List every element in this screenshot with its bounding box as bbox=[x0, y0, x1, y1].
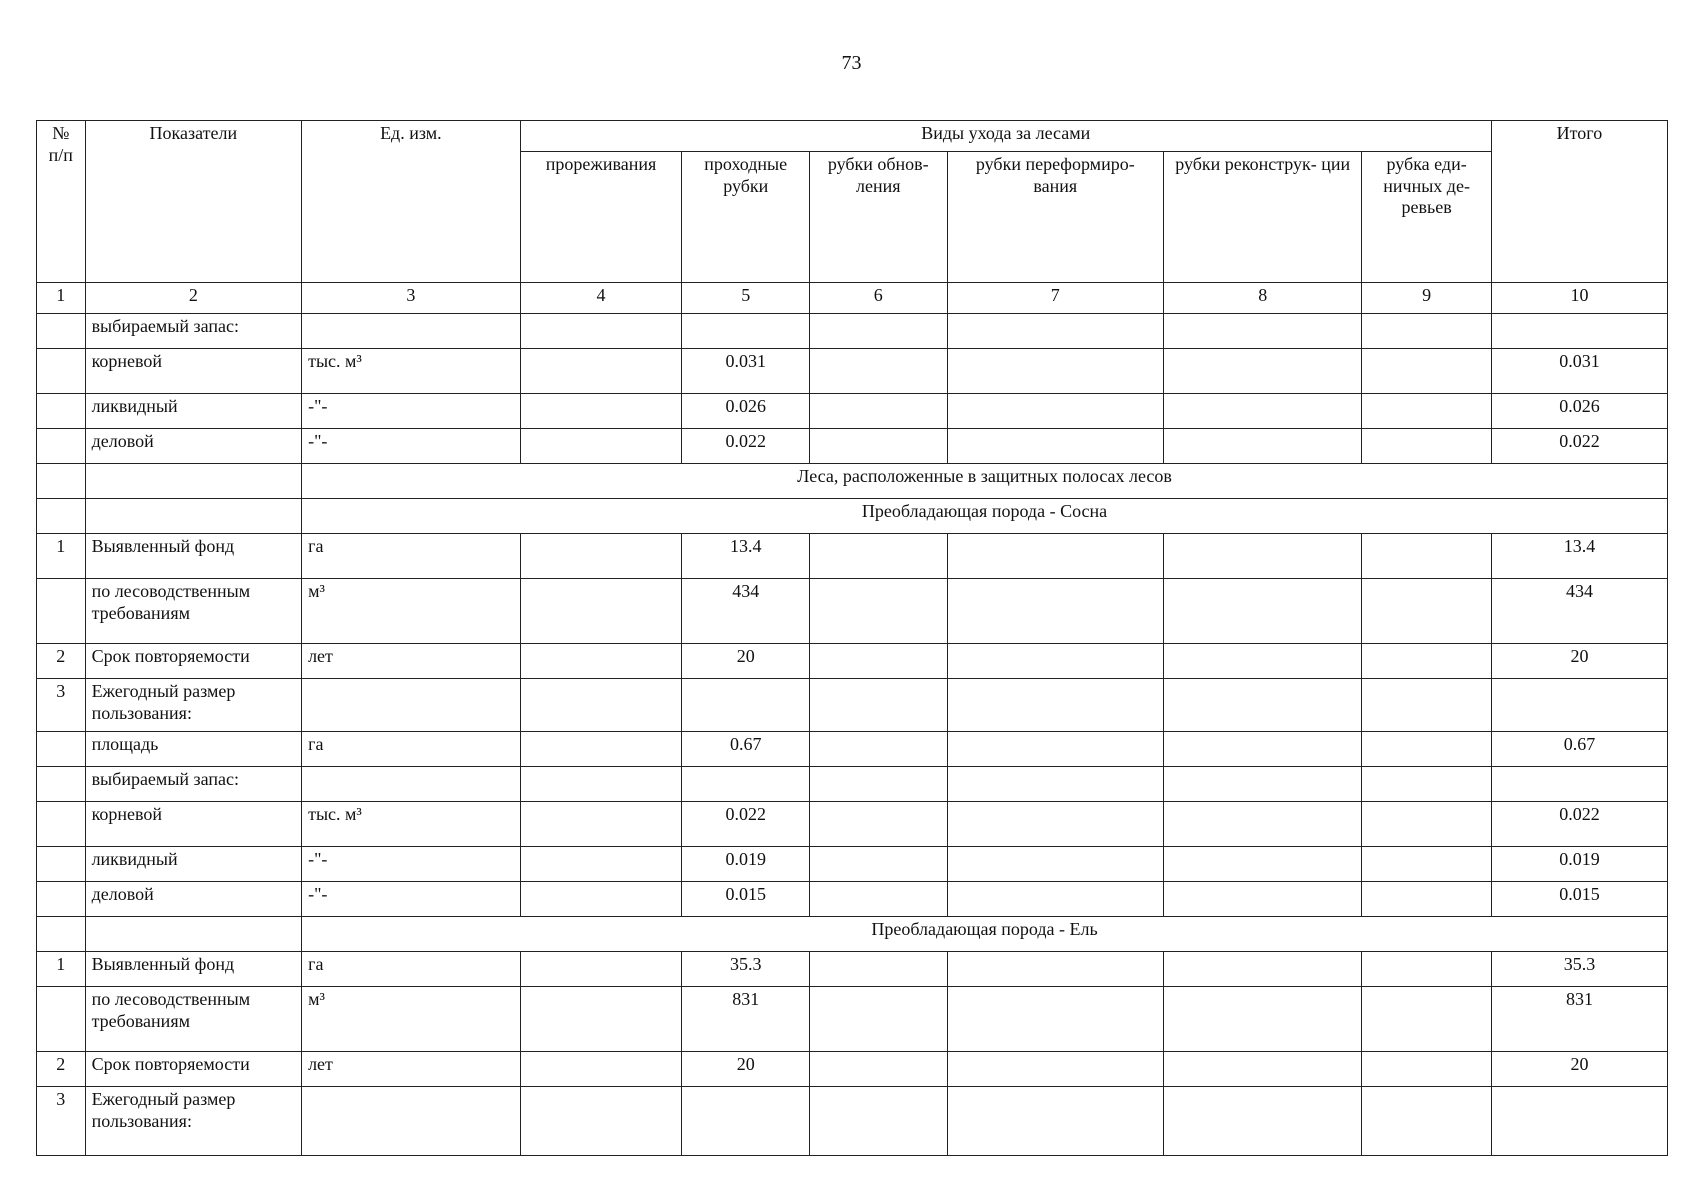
header-total: Итого bbox=[1491, 121, 1667, 283]
row-value-reformation bbox=[947, 349, 1164, 394]
row-total bbox=[1491, 767, 1667, 802]
row-value-reformation bbox=[947, 1087, 1164, 1156]
row-value-reformation bbox=[947, 952, 1164, 987]
row-indicator: корневой bbox=[85, 349, 302, 394]
column-number: 6 bbox=[809, 283, 947, 314]
table-row bbox=[37, 732, 1668, 767]
row-value-thinning bbox=[520, 987, 682, 1052]
header-num: № п/п bbox=[37, 121, 86, 283]
row-value-thinning bbox=[520, 394, 682, 429]
row-value-thinning bbox=[520, 1087, 682, 1156]
row-value-reformation bbox=[947, 732, 1164, 767]
column-number: 2 bbox=[85, 283, 302, 314]
table-row bbox=[37, 644, 1668, 679]
column-number: 9 bbox=[1362, 283, 1492, 314]
row-value-reformation bbox=[947, 579, 1164, 644]
header-subcol: прореживания bbox=[520, 152, 682, 283]
row-value-passage-cutting: 0.031 bbox=[682, 349, 809, 394]
section-num-cell bbox=[37, 499, 86, 534]
row-unit: -"- bbox=[302, 882, 521, 917]
row-indicator: Ежегодный размер пользования: bbox=[85, 1087, 302, 1156]
table-row bbox=[37, 987, 1668, 1052]
row-num bbox=[37, 429, 86, 464]
header-unit: Ед. изм. bbox=[302, 121, 521, 283]
row-value-passage-cutting: 35.3 bbox=[682, 952, 809, 987]
row-value-thinning bbox=[520, 802, 682, 847]
row-value-passage-cutting: 0.026 bbox=[682, 394, 809, 429]
row-value-reformation bbox=[947, 882, 1164, 917]
row-value-renewal bbox=[809, 882, 947, 917]
row-value-renewal bbox=[809, 349, 947, 394]
row-value-passage-cutting bbox=[682, 767, 809, 802]
row-value-single-trees bbox=[1362, 314, 1492, 349]
row-unit: га bbox=[302, 732, 521, 767]
row-value-reformation bbox=[947, 1052, 1164, 1087]
row-unit: тыс. м³ bbox=[302, 802, 521, 847]
row-indicator: Ежегодный размер пользования: bbox=[85, 679, 302, 732]
row-value-reconstruction bbox=[1164, 732, 1362, 767]
row-value-single-trees bbox=[1362, 767, 1492, 802]
row-value-single-trees bbox=[1362, 349, 1492, 394]
row-total bbox=[1491, 679, 1667, 732]
row-indicator: Срок повторяемости bbox=[85, 644, 302, 679]
header-subcol: рубки реконструк- ции bbox=[1164, 152, 1362, 283]
header-indicator: Показатели bbox=[85, 121, 302, 283]
row-total: 13.4 bbox=[1491, 534, 1667, 579]
table-row bbox=[37, 847, 1668, 882]
table-row bbox=[37, 767, 1668, 802]
row-value-thinning bbox=[520, 952, 682, 987]
row-value-thinning bbox=[520, 579, 682, 644]
row-value-reconstruction bbox=[1164, 349, 1362, 394]
row-value-reformation bbox=[947, 767, 1164, 802]
row-num bbox=[37, 314, 86, 349]
row-num: 2 bbox=[37, 644, 86, 679]
row-value-thinning bbox=[520, 644, 682, 679]
row-num bbox=[37, 802, 86, 847]
row-value-reconstruction bbox=[1164, 579, 1362, 644]
column-number: 7 bbox=[947, 283, 1164, 314]
row-value-single-trees bbox=[1362, 802, 1492, 847]
header-subcol: рубки переформиро- вания bbox=[947, 152, 1164, 283]
row-value-single-trees bbox=[1362, 644, 1492, 679]
row-num bbox=[37, 579, 86, 644]
table-row bbox=[37, 882, 1668, 917]
table-row bbox=[37, 429, 1668, 464]
row-num: 2 bbox=[37, 1052, 86, 1087]
section-num-cell bbox=[37, 464, 86, 499]
row-value-renewal bbox=[809, 534, 947, 579]
row-value-single-trees bbox=[1362, 952, 1492, 987]
row-unit: -"- bbox=[302, 429, 521, 464]
row-value-reconstruction bbox=[1164, 644, 1362, 679]
row-value-thinning bbox=[520, 847, 682, 882]
row-unit: м³ bbox=[302, 987, 521, 1052]
section-name-cell bbox=[85, 917, 302, 952]
row-value-passage-cutting: 0.67 bbox=[682, 732, 809, 767]
row-value-single-trees bbox=[1362, 1087, 1492, 1156]
column-number: 5 bbox=[682, 283, 809, 314]
row-total: 831 bbox=[1491, 987, 1667, 1052]
row-value-single-trees bbox=[1362, 679, 1492, 732]
table-row bbox=[37, 952, 1668, 987]
row-unit bbox=[302, 314, 521, 349]
section-row bbox=[37, 464, 1668, 499]
row-value-reconstruction bbox=[1164, 1087, 1362, 1156]
table-row bbox=[37, 579, 1668, 644]
row-value-passage-cutting bbox=[682, 679, 809, 732]
row-total: 0.015 bbox=[1491, 882, 1667, 917]
row-value-reconstruction bbox=[1164, 767, 1362, 802]
row-indicator: деловой bbox=[85, 429, 302, 464]
row-value-single-trees bbox=[1362, 732, 1492, 767]
row-unit: тыс. м³ bbox=[302, 349, 521, 394]
row-total: 0.022 bbox=[1491, 429, 1667, 464]
row-value-renewal bbox=[809, 394, 947, 429]
row-value-single-trees bbox=[1362, 579, 1492, 644]
section-name-cell bbox=[85, 464, 302, 499]
row-total bbox=[1491, 1087, 1667, 1156]
section-row bbox=[37, 499, 1668, 534]
row-num: 1 bbox=[37, 952, 86, 987]
row-total: 0.031 bbox=[1491, 349, 1667, 394]
section-title: Преобладающая порода - Сосна bbox=[302, 499, 1668, 534]
row-value-single-trees bbox=[1362, 1052, 1492, 1087]
row-value-single-trees bbox=[1362, 882, 1492, 917]
row-value-passage-cutting: 20 bbox=[682, 1052, 809, 1087]
column-number: 4 bbox=[520, 283, 682, 314]
row-value-reformation bbox=[947, 987, 1164, 1052]
row-indicator: Срок повторяемости bbox=[85, 1052, 302, 1087]
row-value-passage-cutting: 20 bbox=[682, 644, 809, 679]
row-value-passage-cutting: 0.022 bbox=[682, 429, 809, 464]
row-value-passage-cutting bbox=[682, 1087, 809, 1156]
header-subcol: рубка еди- ничных де- ревьев bbox=[1362, 152, 1492, 283]
row-indicator: по лесоводственным требованиям bbox=[85, 579, 302, 644]
section-title: Леса, расположенные в защитных полосах лесов bbox=[302, 464, 1668, 499]
row-num: 3 bbox=[37, 1087, 86, 1156]
row-value-reconstruction bbox=[1164, 679, 1362, 732]
section-num-cell bbox=[37, 917, 86, 952]
table-row bbox=[37, 679, 1668, 732]
row-value-single-trees bbox=[1362, 987, 1492, 1052]
row-value-renewal bbox=[809, 579, 947, 644]
row-value-thinning bbox=[520, 349, 682, 394]
row-indicator: деловой bbox=[85, 882, 302, 917]
row-value-single-trees bbox=[1362, 429, 1492, 464]
row-total: 20 bbox=[1491, 1052, 1667, 1087]
row-value-reformation bbox=[947, 679, 1164, 732]
row-unit: -"- bbox=[302, 847, 521, 882]
row-total: 0.026 bbox=[1491, 394, 1667, 429]
row-value-passage-cutting: 0.019 bbox=[682, 847, 809, 882]
table-row bbox=[37, 1052, 1668, 1087]
row-value-renewal bbox=[809, 732, 947, 767]
row-unit: лет bbox=[302, 644, 521, 679]
row-value-passage-cutting: 0.022 bbox=[682, 802, 809, 847]
row-value-reformation bbox=[947, 394, 1164, 429]
row-value-passage-cutting bbox=[682, 314, 809, 349]
row-indicator: по лесоводственным требованиям bbox=[85, 987, 302, 1052]
row-value-reconstruction bbox=[1164, 1052, 1362, 1087]
row-value-reconstruction bbox=[1164, 882, 1362, 917]
row-unit: га bbox=[302, 534, 521, 579]
header-subcol: проходные рубки bbox=[682, 152, 809, 283]
row-num: 3 bbox=[37, 679, 86, 732]
row-num bbox=[37, 847, 86, 882]
row-value-thinning bbox=[520, 1052, 682, 1087]
row-value-passage-cutting: 831 bbox=[682, 987, 809, 1052]
row-total bbox=[1491, 314, 1667, 349]
row-value-renewal bbox=[809, 644, 947, 679]
row-value-thinning bbox=[520, 882, 682, 917]
table-row bbox=[37, 314, 1668, 349]
row-total: 0.022 bbox=[1491, 802, 1667, 847]
row-value-reconstruction bbox=[1164, 429, 1362, 464]
row-value-renewal bbox=[809, 1052, 947, 1087]
column-number: 3 bbox=[302, 283, 521, 314]
row-value-passage-cutting: 0.015 bbox=[682, 882, 809, 917]
row-unit: м³ bbox=[302, 579, 521, 644]
row-value-renewal bbox=[809, 314, 947, 349]
row-indicator: ликвидный bbox=[85, 394, 302, 429]
header-row bbox=[37, 121, 1668, 152]
row-unit: га bbox=[302, 952, 521, 987]
row-value-reconstruction bbox=[1164, 394, 1362, 429]
header-group-title: Виды ухода за лесами bbox=[520, 121, 1491, 152]
row-value-reformation bbox=[947, 534, 1164, 579]
row-indicator: Выявленный фонд bbox=[85, 534, 302, 579]
row-value-passage-cutting: 13.4 bbox=[682, 534, 809, 579]
row-unit: лет bbox=[302, 1052, 521, 1087]
row-value-passage-cutting: 434 bbox=[682, 579, 809, 644]
column-numbers-row bbox=[37, 283, 1668, 314]
column-number: 8 bbox=[1164, 283, 1362, 314]
row-value-single-trees bbox=[1362, 534, 1492, 579]
section-name-cell bbox=[85, 499, 302, 534]
row-unit bbox=[302, 1087, 521, 1156]
row-total: 20 bbox=[1491, 644, 1667, 679]
row-value-reconstruction bbox=[1164, 987, 1362, 1052]
table-row bbox=[37, 1087, 1668, 1156]
row-unit bbox=[302, 767, 521, 802]
column-number: 1 bbox=[37, 283, 86, 314]
row-value-reformation bbox=[947, 314, 1164, 349]
column-number: 10 bbox=[1491, 283, 1667, 314]
table-row bbox=[37, 802, 1668, 847]
page-number: 73 bbox=[841, 52, 862, 74]
row-value-reconstruction bbox=[1164, 952, 1362, 987]
row-value-single-trees bbox=[1362, 394, 1492, 429]
row-value-thinning bbox=[520, 314, 682, 349]
row-value-reconstruction bbox=[1164, 802, 1362, 847]
row-total: 0.67 bbox=[1491, 732, 1667, 767]
row-value-renewal bbox=[809, 802, 947, 847]
row-value-renewal bbox=[809, 1087, 947, 1156]
row-unit bbox=[302, 679, 521, 732]
row-num bbox=[37, 394, 86, 429]
row-value-renewal bbox=[809, 679, 947, 732]
row-value-renewal bbox=[809, 429, 947, 464]
row-value-thinning bbox=[520, 732, 682, 767]
forest-care-table bbox=[36, 120, 1668, 1156]
row-value-thinning bbox=[520, 679, 682, 732]
row-value-thinning bbox=[520, 767, 682, 802]
row-indicator: Выявленный фонд bbox=[85, 952, 302, 987]
row-num: 1 bbox=[37, 534, 86, 579]
row-num bbox=[37, 732, 86, 767]
row-value-thinning bbox=[520, 429, 682, 464]
row-value-renewal bbox=[809, 847, 947, 882]
header-subcol: рубки обнов- ления bbox=[809, 152, 947, 283]
section-row bbox=[37, 917, 1668, 952]
row-value-reconstruction bbox=[1164, 314, 1362, 349]
table-row bbox=[37, 394, 1668, 429]
row-value-renewal bbox=[809, 987, 947, 1052]
row-num bbox=[37, 987, 86, 1052]
row-value-reformation bbox=[947, 847, 1164, 882]
row-value-reformation bbox=[947, 644, 1164, 679]
row-num bbox=[37, 349, 86, 394]
row-num bbox=[37, 767, 86, 802]
row-value-reconstruction bbox=[1164, 534, 1362, 579]
row-total: 434 bbox=[1491, 579, 1667, 644]
row-value-single-trees bbox=[1362, 847, 1492, 882]
row-value-renewal bbox=[809, 767, 947, 802]
row-total: 35.3 bbox=[1491, 952, 1667, 987]
row-total: 0.019 bbox=[1491, 847, 1667, 882]
row-value-reformation bbox=[947, 802, 1164, 847]
row-num bbox=[37, 882, 86, 917]
row-unit: -"- bbox=[302, 394, 521, 429]
row-indicator: выбираемый запас: bbox=[85, 767, 302, 802]
row-indicator: корневой bbox=[85, 802, 302, 847]
row-value-thinning bbox=[520, 534, 682, 579]
section-title: Преобладающая порода - Ель bbox=[302, 917, 1668, 952]
row-indicator: площадь bbox=[85, 732, 302, 767]
table-row bbox=[37, 534, 1668, 579]
table-row bbox=[37, 349, 1668, 394]
row-value-reformation bbox=[947, 429, 1164, 464]
row-indicator: выбираемый запас: bbox=[85, 314, 302, 349]
row-value-reconstruction bbox=[1164, 847, 1362, 882]
row-indicator: ликвидный bbox=[85, 847, 302, 882]
row-value-renewal bbox=[809, 952, 947, 987]
